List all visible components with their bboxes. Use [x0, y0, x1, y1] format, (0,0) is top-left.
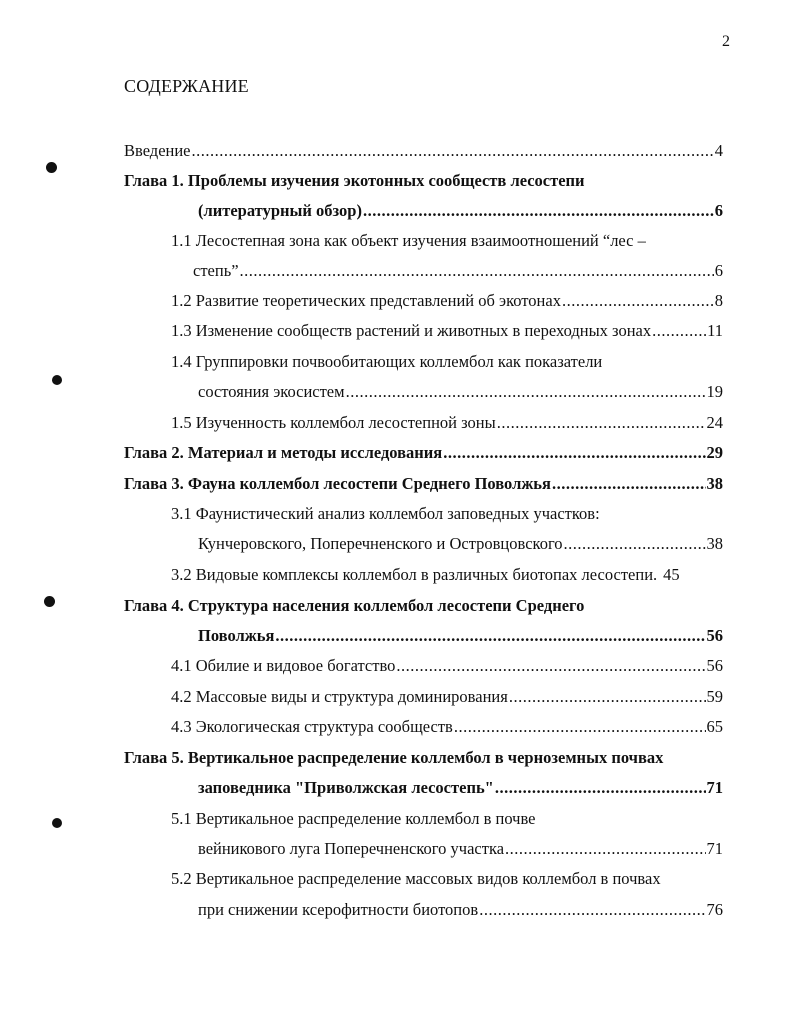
toc-entry-chapter-1[interactable]: [124, 169, 723, 193]
toc-entry-title: Глава 5. Вертикальное распределение коллембол в черноземных почвах: [124, 748, 664, 767]
page-number: 2: [722, 33, 730, 50]
punch-hole-mark: [44, 596, 55, 607]
toc-entry-title: при снижении ксерофитности биотопов: [198, 900, 479, 919]
toc-entry-3-1-cont[interactable]: [198, 532, 723, 556]
toc-entry-title: состояния экосистем: [198, 382, 345, 401]
toc-entry-chapter-3[interactable]: [124, 472, 723, 496]
dot-leader: [346, 380, 706, 404]
toc-entry-1-4[interactable]: [171, 350, 723, 374]
toc-entry-3-2[interactable]: [171, 563, 723, 587]
toc-entry-title: Глава 3. Фауна коллембол лесостепи Среднего Поволжья: [124, 474, 551, 493]
punch-hole-mark: [52, 818, 62, 828]
toc-entry-title: 1.4 Группировки почвообитающих коллембол как показатели: [171, 352, 603, 371]
toc-entry-page: 65: [706, 717, 723, 736]
toc-entry-page: 59: [706, 687, 723, 706]
punch-hole-mark: [46, 162, 57, 173]
toc-entry-chapter-2[interactable]: [124, 441, 723, 465]
toc-entry-3-1[interactable]: [171, 502, 723, 526]
dot-leader: [443, 441, 705, 465]
toc-entry-1-1-cont[interactable]: [193, 259, 723, 283]
toc-entry-title: 5.1 Вертикальное распределение коллембол в почве: [171, 809, 536, 828]
dot-leader: [505, 837, 705, 861]
toc-entry-page: 71: [706, 778, 723, 797]
toc-entry-title: Глава 4. Структура населения коллембол лесостепи Среднего: [124, 596, 585, 615]
toc-entry-page: 4: [714, 141, 723, 160]
dot-leader: [564, 532, 706, 556]
toc-entry-title: вейникового луга Поперечненского участка: [198, 839, 505, 858]
toc-entry-page: 19: [706, 382, 723, 401]
dot-leader: [509, 685, 706, 709]
toc-entry-1-3[interactable]: [171, 319, 723, 343]
toc-entry-title: 4.3 Экологическая структура сообществ: [171, 717, 453, 736]
toc-entry-4-2[interactable]: [171, 685, 723, 709]
toc-entry-chapter-5[interactable]: [124, 746, 734, 770]
dot-leader: [495, 776, 706, 800]
toc-entry-title: степь”: [193, 261, 239, 280]
toc-entry-4-3[interactable]: [171, 715, 723, 739]
toc-entry-5-1-cont[interactable]: [198, 837, 723, 861]
dot-leader: [454, 715, 706, 739]
toc-entry-title: 1.5 Изученность коллембол лесостепной зоны: [171, 413, 496, 432]
dot-leader: [192, 139, 714, 163]
toc-entry-page: 29: [706, 443, 723, 462]
toc-entry-title: 3.2 Видовые комплексы коллембол в различных биотопах лесостепи.: [171, 565, 658, 584]
toc-entry-page: 11: [707, 321, 723, 340]
toc-entry-4-1[interactable]: [171, 654, 723, 678]
toc-entry-5-2[interactable]: [171, 867, 723, 891]
toc-entry-chapter-4[interactable]: [124, 594, 723, 618]
toc-entry-title: 4.1 Обилие и видовое богатство: [171, 656, 396, 675]
toc-entry-title: 1.3 Изменение сообществ растений и животных в переходных зонах: [171, 321, 652, 340]
toc-entry-title: (литературный обзор): [198, 201, 362, 220]
dot-leader: [396, 654, 705, 678]
dot-leader: [552, 472, 706, 496]
toc-entry-chapter-5-cont[interactable]: [198, 776, 723, 800]
toc-entry-title: Глава 1. Проблемы изучения экотонных сообществ лесостепи: [124, 171, 585, 190]
toc-entry-title: 5.2 Вертикальное распределение массовых видов коллембол в почвах: [171, 869, 661, 888]
toc-entry-5-1[interactable]: [171, 807, 723, 831]
toc-entry-1-5[interactable]: [171, 411, 723, 435]
toc-entry-1-1[interactable]: [171, 229, 723, 253]
toc-title: СОДЕРЖАНИЕ: [124, 76, 249, 96]
toc-entry-page: 38: [706, 534, 723, 553]
toc-entry-5-2-cont[interactable]: [198, 898, 723, 922]
toc-entry-page: 56: [706, 626, 723, 645]
toc-entry-page: 45: [663, 565, 680, 584]
punch-hole-mark: [52, 375, 62, 385]
toc-entry-title: 1.2 Развитие теоретических представлений об экотонах: [171, 291, 561, 310]
toc-entry-page: 24: [706, 413, 723, 432]
toc-entry-title: 1.1 Лесостепная зона как объект изучения взаимоотношений “лес –: [171, 231, 646, 250]
toc-entry-page: 6: [714, 261, 723, 280]
toc-entry-1-2[interactable]: [171, 289, 723, 313]
toc-entry-title: заповедника "Приволжская лесостепь": [198, 778, 494, 797]
toc-entry-chapter-4-cont[interactable]: [198, 624, 723, 648]
dot-leader: [240, 259, 714, 283]
toc-entry-page: 56: [706, 656, 723, 675]
dot-leader: [652, 319, 706, 343]
toc-entry-title: Глава 2. Материал и методы исследования: [124, 443, 443, 462]
toc-entry-page: 8: [714, 291, 723, 310]
toc-entry-chapter-1-cont[interactable]: [198, 199, 723, 223]
dot-leader: [275, 624, 705, 648]
dot-leader: [562, 289, 714, 313]
toc-entry-title: 4.2 Массовые виды и структура доминирования: [171, 687, 508, 706]
toc-entry-title: Введение: [124, 141, 191, 160]
dot-leader: [363, 199, 714, 223]
toc-entry-introduction[interactable]: [124, 139, 723, 163]
toc-entry-page: 71: [706, 839, 723, 858]
dot-leader: [479, 898, 705, 922]
toc-entry-title: 3.1 Фаунистический анализ коллембол заповедных участков:: [171, 504, 600, 523]
toc-entry-title: Поволжья: [198, 626, 275, 645]
toc-entry-1-4-cont[interactable]: [198, 380, 723, 404]
toc-entry-title: Кунчеровского, Поперечненского и Островцовского: [198, 534, 563, 553]
toc-entry-page: 6: [714, 201, 723, 220]
toc-entry-page: 38: [706, 474, 723, 493]
toc-entry-page: 76: [706, 900, 723, 919]
dot-leader: [497, 411, 706, 435]
